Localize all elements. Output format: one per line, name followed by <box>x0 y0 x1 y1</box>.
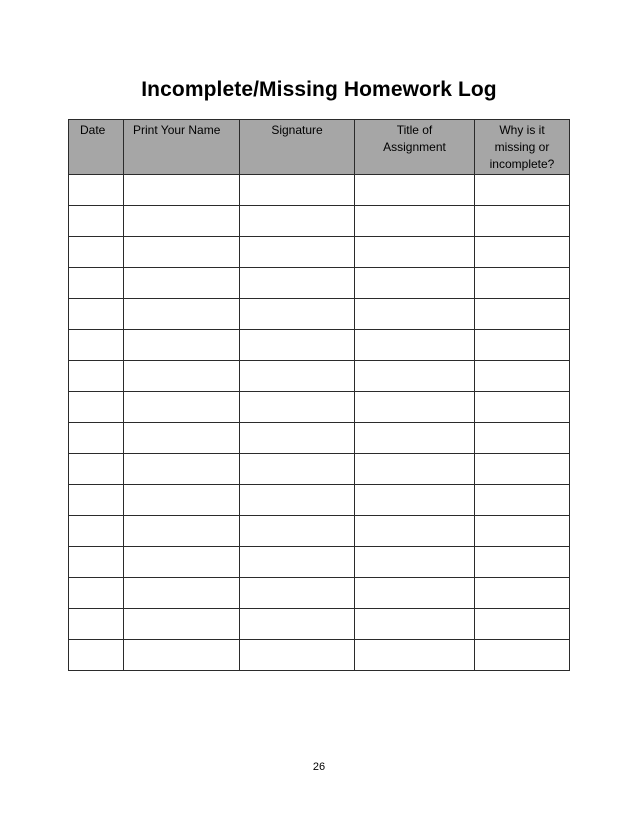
name-cell[interactable] <box>124 392 240 423</box>
date-cell[interactable] <box>69 392 124 423</box>
date-cell[interactable] <box>69 516 124 547</box>
name-cell[interactable] <box>124 361 240 392</box>
assignment-title-cell[interactable] <box>355 392 475 423</box>
reason-cell[interactable] <box>475 547 570 578</box>
signature-cell[interactable] <box>240 175 355 206</box>
table-row <box>69 516 570 547</box>
table-row <box>69 268 570 299</box>
signature-cell[interactable] <box>240 485 355 516</box>
date-cell[interactable] <box>69 175 124 206</box>
reason-cell[interactable] <box>475 206 570 237</box>
column-header-print-name: Print Your Name <box>124 120 240 175</box>
assignment-title-cell[interactable] <box>355 485 475 516</box>
name-cell[interactable] <box>124 485 240 516</box>
reason-cell[interactable] <box>475 454 570 485</box>
signature-cell[interactable] <box>240 547 355 578</box>
date-cell[interactable] <box>69 578 124 609</box>
assignment-title-cell[interactable] <box>355 206 475 237</box>
reason-cell[interactable] <box>475 609 570 640</box>
homework-log-table <box>68 119 570 671</box>
assignment-title-cell[interactable] <box>355 516 475 547</box>
date-cell[interactable] <box>69 547 124 578</box>
reason-cell[interactable] <box>475 268 570 299</box>
date-cell[interactable] <box>69 423 124 454</box>
table-row <box>69 454 570 485</box>
column-header-date: Date <box>69 120 124 175</box>
signature-cell[interactable] <box>240 330 355 361</box>
date-cell[interactable] <box>69 299 124 330</box>
signature-cell[interactable] <box>240 361 355 392</box>
reason-cell[interactable] <box>475 330 570 361</box>
signature-cell[interactable] <box>240 609 355 640</box>
table-row <box>69 361 570 392</box>
assignment-title-cell[interactable] <box>355 609 475 640</box>
name-cell[interactable] <box>124 640 240 671</box>
reason-cell[interactable] <box>475 361 570 392</box>
table-row <box>69 578 570 609</box>
signature-cell[interactable] <box>240 454 355 485</box>
assignment-title-cell[interactable] <box>355 640 475 671</box>
column-header-assignment-title: Title of Assignment <box>355 120 475 175</box>
table-row <box>69 392 570 423</box>
reason-cell[interactable] <box>475 640 570 671</box>
signature-cell[interactable] <box>240 206 355 237</box>
assignment-title-cell[interactable] <box>355 547 475 578</box>
reason-cell[interactable] <box>475 578 570 609</box>
name-cell[interactable] <box>124 299 240 330</box>
date-cell[interactable] <box>69 206 124 237</box>
name-cell[interactable] <box>124 454 240 485</box>
page-number: 26 <box>312 761 326 773</box>
signature-cell[interactable] <box>240 640 355 671</box>
signature-cell[interactable] <box>240 516 355 547</box>
reason-cell[interactable] <box>475 175 570 206</box>
name-cell[interactable] <box>124 423 240 454</box>
table-row <box>69 299 570 330</box>
assignment-title-cell[interactable] <box>355 330 475 361</box>
table-row <box>69 485 570 516</box>
table-row <box>69 640 570 671</box>
assignment-title-cell[interactable] <box>355 299 475 330</box>
date-cell[interactable] <box>69 485 124 516</box>
assignment-title-cell[interactable] <box>355 237 475 268</box>
name-cell[interactable] <box>124 206 240 237</box>
table-row <box>69 175 570 206</box>
table-row <box>69 206 570 237</box>
signature-cell[interactable] <box>240 237 355 268</box>
signature-cell[interactable] <box>240 578 355 609</box>
signature-cell[interactable] <box>240 268 355 299</box>
reason-cell[interactable] <box>475 237 570 268</box>
assignment-title-cell[interactable] <box>355 578 475 609</box>
date-cell[interactable] <box>69 237 124 268</box>
signature-cell[interactable] <box>240 299 355 330</box>
date-cell[interactable] <box>69 454 124 485</box>
assignment-title-cell[interactable] <box>355 361 475 392</box>
assignment-title-cell[interactable] <box>355 454 475 485</box>
date-cell[interactable] <box>69 640 124 671</box>
name-cell[interactable] <box>124 175 240 206</box>
name-cell[interactable] <box>124 609 240 640</box>
name-cell[interactable] <box>124 237 240 268</box>
table-header-row <box>69 120 570 175</box>
name-cell[interactable] <box>124 578 240 609</box>
reason-cell[interactable] <box>475 392 570 423</box>
table-row <box>69 423 570 454</box>
table-row <box>69 237 570 268</box>
signature-cell[interactable] <box>240 423 355 454</box>
table-row <box>69 330 570 361</box>
assignment-title-cell[interactable] <box>355 268 475 299</box>
reason-cell[interactable] <box>475 516 570 547</box>
table-row <box>69 609 570 640</box>
signature-cell[interactable] <box>240 392 355 423</box>
name-cell[interactable] <box>124 547 240 578</box>
column-header-signature: Signature <box>240 120 355 175</box>
name-cell[interactable] <box>124 330 240 361</box>
page-title: Incomplete/Missing Homework Log <box>141 78 497 101</box>
date-cell[interactable] <box>69 330 124 361</box>
date-cell[interactable] <box>69 268 124 299</box>
name-cell[interactable] <box>124 268 240 299</box>
table-row <box>69 547 570 578</box>
name-cell[interactable] <box>124 516 240 547</box>
reason-cell[interactable] <box>475 299 570 330</box>
table-body <box>69 175 570 671</box>
date-cell[interactable] <box>69 361 124 392</box>
date-cell[interactable] <box>69 609 124 640</box>
column-header-reason: Why is it missing or incomplete? <box>475 120 570 175</box>
assignment-title-cell[interactable] <box>355 423 475 454</box>
assignment-title-cell[interactable] <box>355 175 475 206</box>
reason-cell[interactable] <box>475 423 570 454</box>
reason-cell[interactable] <box>475 485 570 516</box>
